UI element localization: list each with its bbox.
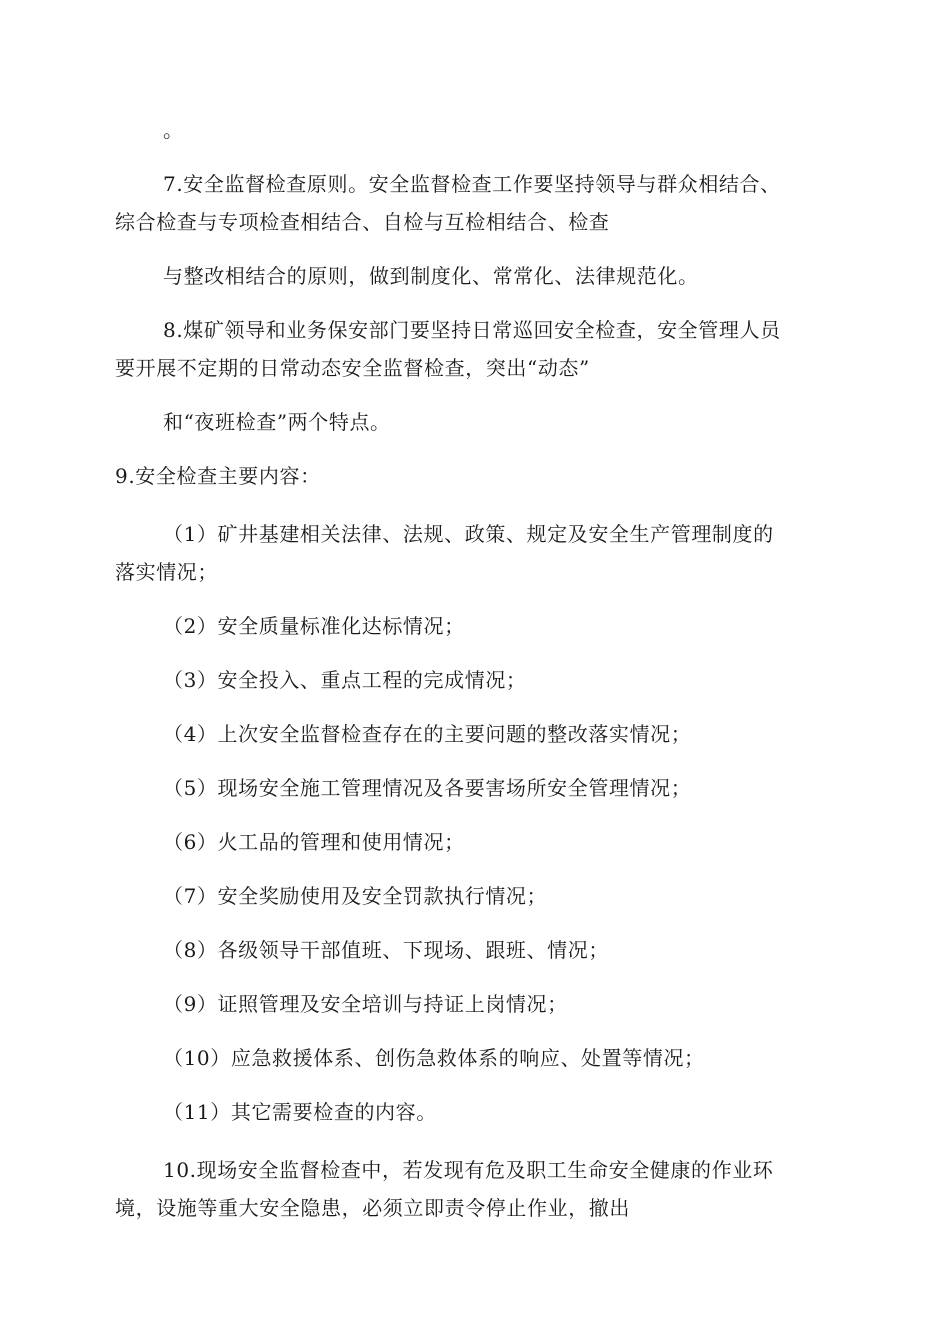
- sub-item-1-line-2: 落实情况；: [115, 560, 218, 584]
- sub-item-11: （11）其它需要检查的内容。: [163, 1100, 437, 1124]
- item-9-heading: 9.安全检查主要内容：: [115, 464, 321, 488]
- sub-item-4: （4）上次安全监督检查存在的主要问题的整改落实情况；: [163, 722, 692, 746]
- sub-item-1-line-1: （1）矿井基建相关法律、法规、政策、规定及安全生产管理制度的: [163, 522, 774, 546]
- sub-item-5: （5）现场安全施工管理情况及各要害场所安全管理情况；: [163, 776, 692, 800]
- item-8-line-2: 要开展不定期的日常动态安全监督检查，突出“动态”: [115, 356, 590, 380]
- sub-item-7: （7）安全奖励使用及安全罚款执行情况；: [163, 884, 548, 908]
- item-10-line-2: 境，设施等重大安全隐患，必须立即责令停止作业，撤出: [115, 1196, 630, 1220]
- text-line-fragment: 。: [163, 118, 184, 142]
- item-10-line-1: 10.现场安全监督检查中，若发现有危及职工生命安全健康的作业环: [163, 1158, 774, 1182]
- item-7-line-3: 与整改相结合的原则，做到制度化、常常化、法律规范化。: [163, 264, 699, 288]
- sub-item-8: （8）各级领导干部值班、下现场、跟班、情况；: [163, 938, 609, 962]
- sub-item-9: （9）证照管理及安全培训与持证上岗情况；: [163, 992, 568, 1016]
- item-8-line-3: 和“夜班检查”两个特点。: [163, 410, 391, 434]
- item-8-line-1: 8.煤矿领导和业务保安部门要坚持日常巡回安全检查，安全管理人员: [163, 318, 781, 342]
- item-7-line-2: 综合检查与专项检查相结合、自检与互检相结合、检查: [115, 210, 610, 234]
- sub-item-6: （6）火工品的管理和使用情况；: [163, 830, 465, 854]
- sub-item-10: （10）应急救援体系、创伤急救体系的响应、处置等情况；: [163, 1046, 705, 1070]
- sub-item-2: （2）安全质量标准化达标情况；: [163, 614, 465, 638]
- item-7-line-1: 7.安全监督检查原则。安全监督检查工作要坚持领导与群众相结合、: [163, 172, 781, 196]
- sub-item-3: （3）安全投入、重点工程的完成情况；: [163, 668, 527, 692]
